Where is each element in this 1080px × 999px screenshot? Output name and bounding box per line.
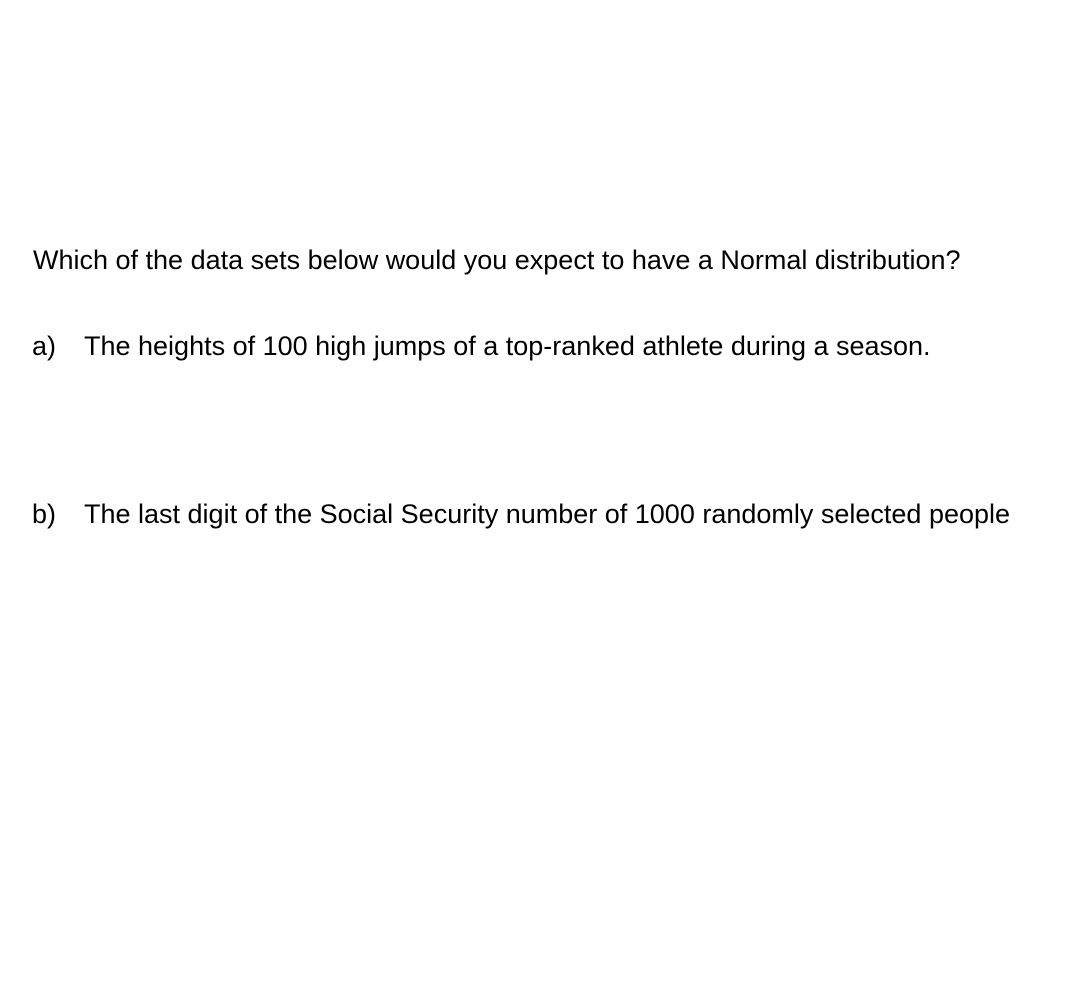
option-b-label: b) — [32, 499, 57, 529]
option-a-text: The heights of 100 high jumps of a top-ranked athlete during a season. — [84, 331, 931, 361]
option-a — [32, 329, 931, 363]
option-a-label: a) — [32, 331, 57, 361]
question-text: Which of the data sets below would you expect to have a Normal distribution? — [33, 245, 961, 275]
option-b — [32, 497, 1010, 531]
option-b-text: The last digit of the Social Security number of 1000 randomly selected people — [84, 499, 1011, 529]
